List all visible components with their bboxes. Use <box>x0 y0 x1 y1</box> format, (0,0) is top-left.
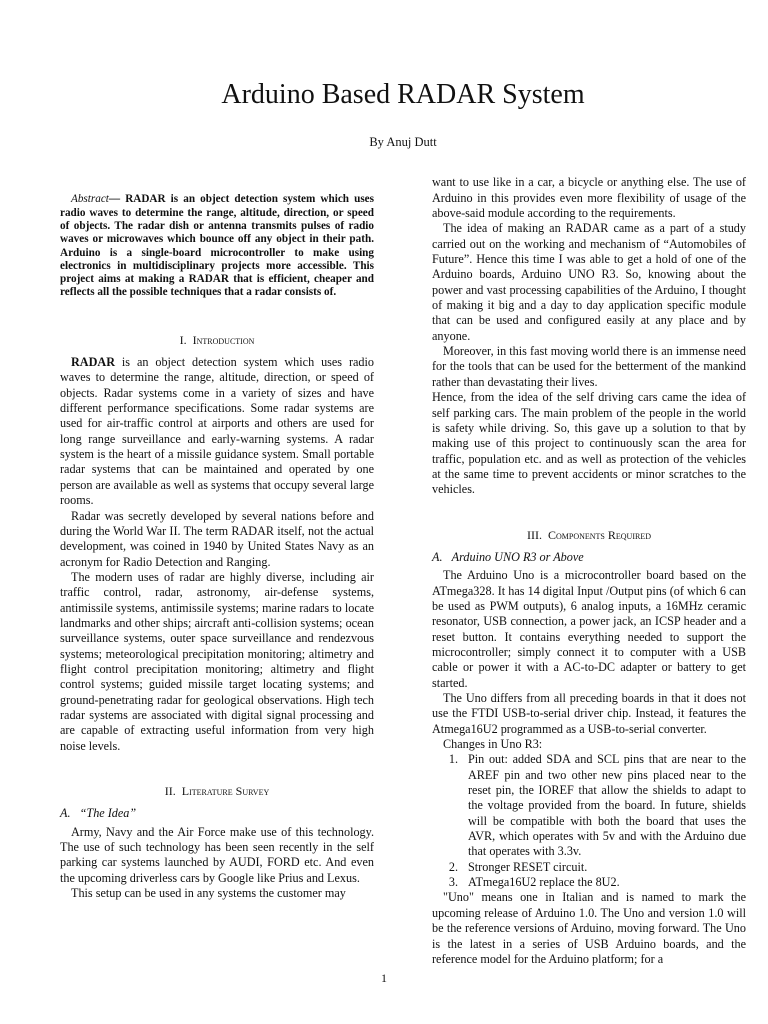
list-item-number: 2. <box>448 859 458 874</box>
section-heading-literature-survey <box>60 784 374 799</box>
list-item <box>432 875 746 890</box>
uno-r3-changes-list <box>432 752 746 890</box>
list-item-number: 3. <box>448 875 458 890</box>
abstract-label: Abstract <box>71 193 109 206</box>
author-line: By Anuj Dutt <box>369 135 437 149</box>
page-number: 1 <box>381 971 387 985</box>
intro-paragraph-2: Radar was secretly developed by several nations before and during the World War II. The term RADAR itself, not the actual development, was coined in 1940 by United States Navy as an acronym for Radio Detection and Ranging. <box>60 508 374 569</box>
radar-bold-term: RADAR <box>71 355 116 370</box>
lit-paragraph-2-continued: want to use like in a car, a bicycle or anything else. The use of Arduino in this provides even more flexibility of usage of the above-said module according to the requirements. <box>432 175 746 221</box>
list-item-text: Pin out: added SDA and SCL pins that are near to the AREF pin and two other new pins placed near to the reset pin, the IOREF that allow the shields to adapt to the voltage provided from the board. In future, shields will be compatible with both the board that uses the AVR, which operates with 5v and with the Arduino due that operates with 3.3v. <box>468 752 746 859</box>
section-heading-components-required <box>432 528 746 543</box>
left-column <box>60 175 374 967</box>
lit-paragraph-2: This setup can be used in any systems the customer may <box>71 886 346 901</box>
list-item-text: Stronger RESET circuit. <box>468 859 588 874</box>
abstract-dash: — <box>108 193 121 206</box>
lit-paragraph-4: Moreover, in this fast moving world there is an immense need for the tools that can be used for the betterment of the mankind rather than devastating their lives. <box>432 344 746 389</box>
subsection-title: Arduino UNO R3 or Above <box>451 549 584 564</box>
list-item <box>432 860 746 875</box>
section-number: I. <box>179 332 187 347</box>
lit-paragraph-1: Army, Navy and the Air Force make use of this technology. The use of such technology has been seen recently in the self parking car systems launched by AUDI, FORD etc. And even the upcoming driverless cars by Google like Prius and Lexus. <box>60 824 374 885</box>
lit-paragraph-3: The idea of making an RADAR came as a part of a study carried out on the working and mechanism of “Automobiles of Future”. Hence this time I was able to get a hold of one of the Arduino boards, Arduino UNO R3. So, knowing about the power and vast processing capabilities of the Arduino, I thought of making it big and a day to day application specific module that can be used and configured easily at any place and by anyone. <box>432 221 746 343</box>
comp-paragraph-4: "Uno" means one in Italian and is named to mark the upcoming release of Arduino 1.0. The Uno and version 1.0 will be the reference versions of Arduino, moving forward. The Uno is the latest in a series of USB Arduino boards, and the reference model for the Arduino platform; for a <box>432 890 746 966</box>
list-item-text: ATmega16U2 replace the 8U2. <box>468 875 620 890</box>
intro-paragraph-1-text: is an object detection system which uses radio waves to determine the range, altitude, direction, or speed of objects. Radar systems come in a variety of sizes and have different performance specifications. Some radar systems are used for air-traffic control at airports and others are used for long range surveillance and early-warning systems. A radar system is the heart of a missile guidance system. Small portable radar systems that can be maintained and operated by one person are available as well as systems that occupy several large rooms. <box>60 355 374 508</box>
paper-title: Arduino Based RADAR System <box>221 79 585 110</box>
section-heading-introduction <box>60 333 374 348</box>
subsection-title: “The Idea” <box>79 806 137 821</box>
section-number: II. <box>164 784 176 798</box>
subsection-label: A. <box>432 549 443 564</box>
list-item-number: 1. <box>448 752 458 767</box>
two-column-body <box>60 175 746 967</box>
abstract <box>60 193 374 299</box>
subsection-label: A. <box>60 806 71 821</box>
comp-paragraph-3: Changes in Uno R3: <box>443 737 543 752</box>
intro-paragraph-1 <box>60 355 374 508</box>
intro-paragraph-3: The modern uses of radar are highly diverse, including air traffic control, radar, astronomy, air-defense systems, antimissile systems, antimissile systems; marine radars to locate landmarks and other ships; aircraft anti-collision systems; ocean surveillance systems, outer space surveillance and rendezvous systems; meteorological precipitation monitoring; altimetry and flight control precipitation monitoring; altimetry and flight control systems; guided missile target locating systems; and ground-penetrating radar for geological observations. High tech radar systems are associated with digital signal processing and are capable of extracting useful information from very high noise levels. <box>60 569 374 753</box>
abstract-text: RADAR is an object detection system which uses radio waves to determine the range, altitude, direction, or speed of objects. The radar dish or antenna transmits pulses of radio waves or microwaves which bounce off any object in their path. Arduino is a single-board microcontroller to make using electronics in multidisciplinary projects more accessible. This project aims at making a RADAR that is efficient, cheaper and reflects all the possible techniques that a radar consists of. <box>60 193 374 299</box>
comp-paragraph-1: The Arduino Uno is a microcontroller board based on the ATmega328. It has 14 digital Input /Output pins (of which 6 can be used as PWM outputs), 6 analog inputs, a 16MHz ceramic resonator, USB connection, a power jack, an ICSP header and a reset button. It contains everything needed to support the microcontroller; simply connect it to computer with a USB cable or power it with a AC-to-DC adapter or battery to get started. <box>432 568 746 690</box>
right-column <box>432 175 746 967</box>
subsection-heading-the-idea <box>60 806 374 821</box>
subsection-heading-arduino-uno <box>432 550 746 565</box>
lit-paragraph-5: Hence, from the idea of the self driving cars came the idea of self parking cars. The main problem of the people in the world is safety while driving. So, this gave up a solution to that by making use of this project to continuously scan the area for traffic, population etc. and as well as protection of the vehicles at the same time to prevent accidents or minor scratches to the vehicles. <box>432 390 746 497</box>
section-number: III. <box>526 527 542 542</box>
list-item <box>432 752 746 859</box>
section-title: Components Required <box>547 527 651 542</box>
section-title: Literature Survey <box>181 784 270 798</box>
comp-paragraph-2: The Uno differs from all preceding boards in that it does not use the FTDI USB-to-serial driver chip. Instead, it features the Atmega16U2 programmed as a USB-to-serial converter. <box>432 691 746 736</box>
section-title: Introduction <box>192 332 255 347</box>
